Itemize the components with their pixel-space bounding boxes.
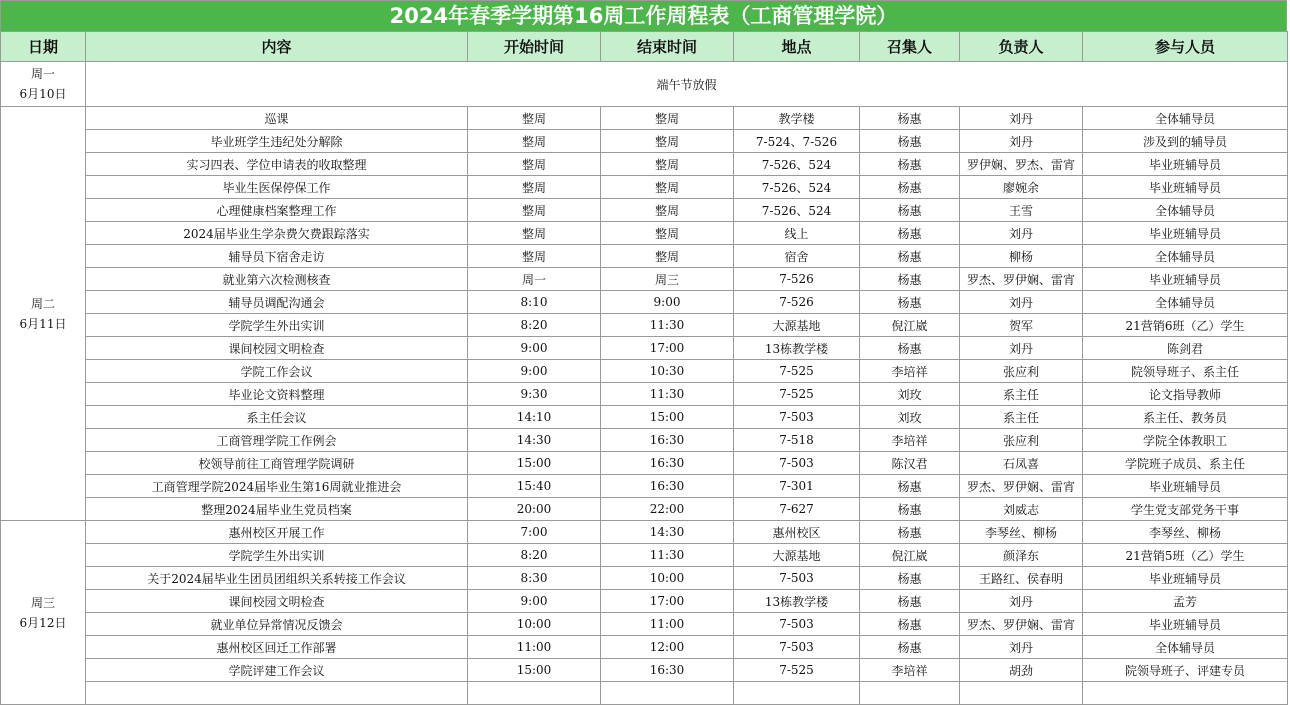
- participants-cell: 全体辅导员: [1083, 107, 1288, 130]
- start-time-cell: 15:00: [468, 659, 601, 682]
- person-in-charge-cell: 刘丹: [960, 590, 1083, 613]
- end-time-cell: 17:00: [601, 590, 734, 613]
- sheet-title: 2024年春季学期第16周工作周程表（工商管理学院）: [0, 0, 1287, 31]
- person-in-charge-cell: 石凤喜: [960, 452, 1083, 475]
- participants-cell: 21营销6班（乙）学生: [1083, 314, 1288, 337]
- convener-cell: 杨惠: [860, 245, 960, 268]
- holiday-row: [1, 62, 1288, 107]
- location-cell: 7-525: [734, 360, 860, 383]
- content-cell: 学院工作会议: [86, 360, 468, 383]
- participants-cell: 毕业班辅导员: [1083, 475, 1288, 498]
- weekday-label: 周三: [30, 595, 55, 610]
- location-cell: [734, 682, 860, 705]
- end-time-cell: 整周: [601, 222, 734, 245]
- participants-cell: 涉及到的辅导员: [1083, 130, 1288, 153]
- content-cell: 巡课: [86, 107, 468, 130]
- start-time-cell: 9:00: [468, 337, 601, 360]
- header-person-in-charge: 负责人: [960, 32, 1083, 62]
- convener-cell: 杨惠: [860, 222, 960, 245]
- start-time-cell: 整周: [468, 153, 601, 176]
- person-in-charge-cell: 刘威志: [960, 498, 1083, 521]
- date-cell: [1, 521, 86, 705]
- schedule-table: [0, 31, 1288, 705]
- end-time-cell: 整周: [601, 130, 734, 153]
- location-cell: 13栋教学楼: [734, 590, 860, 613]
- content-cell: 毕业论文资料整理: [86, 383, 468, 406]
- convener-cell: 李培祥: [860, 659, 960, 682]
- location-cell: 7-525: [734, 383, 860, 406]
- location-cell: 大源基地: [734, 314, 860, 337]
- table-row: [1, 406, 1288, 429]
- table-row: [1, 567, 1288, 590]
- date-cell: [1, 62, 86, 107]
- convener-cell: 杨惠: [860, 636, 960, 659]
- start-time-cell: 整周: [468, 176, 601, 199]
- table-row: [1, 613, 1288, 636]
- convener-cell: 刘玫: [860, 383, 960, 406]
- table-row: [1, 682, 1288, 705]
- person-in-charge-cell: 罗杰、罗伊娴、雷宵: [960, 475, 1083, 498]
- end-time-cell: 16:30: [601, 429, 734, 452]
- table-row: [1, 199, 1288, 222]
- convener-cell: 杨惠: [860, 107, 960, 130]
- table-row: [1, 153, 1288, 176]
- participants-cell: 全体辅导员: [1083, 291, 1288, 314]
- start-time-cell: 9:30: [468, 383, 601, 406]
- content-cell: 工商管理学院2024届毕业生第16周就业推进会: [86, 475, 468, 498]
- convener-cell: 杨惠: [860, 268, 960, 291]
- end-time-cell: 整周: [601, 176, 734, 199]
- end-time-cell: 9:00: [601, 291, 734, 314]
- person-in-charge-cell: 刘丹: [960, 337, 1083, 360]
- location-cell: 7-503: [734, 406, 860, 429]
- start-time-cell: 8:20: [468, 544, 601, 567]
- content-cell: 校领导前往工商管理学院调研: [86, 452, 468, 475]
- location-cell: 大源基地: [734, 544, 860, 567]
- participants-cell: 21营销5班（乙）学生: [1083, 544, 1288, 567]
- table-row: [1, 544, 1288, 567]
- content-cell: 毕业生医保停保工作: [86, 176, 468, 199]
- table-row: [1, 498, 1288, 521]
- person-in-charge-cell: 系主任: [960, 383, 1083, 406]
- start-time-cell: 9:00: [468, 590, 601, 613]
- participants-cell: 学院班子成员、系主任: [1083, 452, 1288, 475]
- person-in-charge-cell: [960, 682, 1083, 705]
- convener-cell: 杨惠: [860, 130, 960, 153]
- table-row: [1, 429, 1288, 452]
- table-row: [1, 314, 1288, 337]
- convener-cell: 杨惠: [860, 590, 960, 613]
- content-cell: 工商管理学院工作例会: [86, 429, 468, 452]
- participants-cell: 李琴丝、柳杨: [1083, 521, 1288, 544]
- weekday-label: 周一: [30, 67, 55, 81]
- location-cell: 7-627: [734, 498, 860, 521]
- start-time-cell: 整周: [468, 245, 601, 268]
- end-time-cell: [601, 682, 734, 705]
- person-in-charge-cell: 张应利: [960, 429, 1083, 452]
- convener-cell: 杨惠: [860, 337, 960, 360]
- end-time-cell: 11:30: [601, 544, 734, 567]
- content-cell: 毕业班学生违纪处分解除: [86, 130, 468, 153]
- end-time-cell: 16:30: [601, 659, 734, 682]
- participants-cell: 毕业班辅导员: [1083, 268, 1288, 291]
- end-time-cell: 12:00: [601, 636, 734, 659]
- convener-cell: 刘玫: [860, 406, 960, 429]
- start-time-cell: 8:30: [468, 567, 601, 590]
- content-cell: 惠州校区回迁工作部署: [86, 636, 468, 659]
- start-time-cell: 周一: [468, 268, 601, 291]
- person-in-charge-cell: 李琴丝、柳杨: [960, 521, 1083, 544]
- header-content: 内容: [86, 32, 468, 62]
- content-cell: 就业单位异常情况反馈会: [86, 613, 468, 636]
- participants-cell: 院领导班子、系主任: [1083, 360, 1288, 383]
- table-row: [1, 130, 1288, 153]
- person-in-charge-cell: 刘丹: [960, 107, 1083, 130]
- table-row: [1, 337, 1288, 360]
- person-in-charge-cell: 王雪: [960, 199, 1083, 222]
- participants-cell: 院领导班子、评建专员: [1083, 659, 1288, 682]
- end-time-cell: 16:30: [601, 452, 734, 475]
- start-time-cell: 9:00: [468, 360, 601, 383]
- location-cell: 7-525: [734, 659, 860, 682]
- participants-cell: 学生党支部党务干事: [1083, 498, 1288, 521]
- start-time-cell: 15:40: [468, 475, 601, 498]
- end-time-cell: 整周: [601, 153, 734, 176]
- person-in-charge-cell: 张应利: [960, 360, 1083, 383]
- content-cell: 课间校园文明检查: [86, 337, 468, 360]
- end-time-cell: 整周: [601, 245, 734, 268]
- person-in-charge-cell: 罗杰、罗伊娴、雷宵: [960, 268, 1083, 291]
- location-cell: 7-503: [734, 636, 860, 659]
- start-time-cell: [468, 682, 601, 705]
- participants-cell: 孟芳: [1083, 590, 1288, 613]
- location-cell: 7-503: [734, 613, 860, 636]
- convener-cell: 杨惠: [860, 291, 960, 314]
- header-date: 日期: [1, 32, 86, 62]
- table-row: [1, 268, 1288, 291]
- participants-cell: 毕业班辅导员: [1083, 153, 1288, 176]
- end-time-cell: 11:30: [601, 383, 734, 406]
- date-label: 6月10日: [19, 87, 67, 101]
- table-row: [1, 521, 1288, 544]
- end-time-cell: 17:00: [601, 337, 734, 360]
- participants-cell: 陈剑君: [1083, 337, 1288, 360]
- header-location: 地点: [734, 32, 860, 62]
- weekday-label: 周二: [30, 296, 55, 311]
- convener-cell: 杨惠: [860, 176, 960, 199]
- table-row: [1, 176, 1288, 199]
- table-row: [1, 222, 1288, 245]
- participants-cell: 毕业班辅导员: [1083, 222, 1288, 245]
- start-time-cell: 8:10: [468, 291, 601, 314]
- convener-cell: 陈汉君: [860, 452, 960, 475]
- convener-cell: 杨惠: [860, 613, 960, 636]
- convener-cell: 杨惠: [860, 567, 960, 590]
- location-cell: 7-518: [734, 429, 860, 452]
- participants-cell: 系主任、教务员: [1083, 406, 1288, 429]
- header-participants: 参与人员: [1083, 32, 1288, 62]
- table-row: [1, 107, 1288, 130]
- start-time-cell: 整周: [468, 199, 601, 222]
- table-row: [1, 291, 1288, 314]
- header-row: [1, 32, 1288, 62]
- table-row: [1, 590, 1288, 613]
- content-cell: 学院学生外出实训: [86, 314, 468, 337]
- location-cell: 13栋教学楼: [734, 337, 860, 360]
- person-in-charge-cell: 刘丹: [960, 636, 1083, 659]
- convener-cell: 杨惠: [860, 521, 960, 544]
- convener-cell: 李培祥: [860, 429, 960, 452]
- end-time-cell: 周三: [601, 268, 734, 291]
- end-time-cell: 22:00: [601, 498, 734, 521]
- date-cell: [1, 107, 86, 521]
- start-time-cell: 11:00: [468, 636, 601, 659]
- content-cell: 学院评建工作会议: [86, 659, 468, 682]
- location-cell: 线上: [734, 222, 860, 245]
- person-in-charge-cell: 刘丹: [960, 222, 1083, 245]
- content-cell: 整理2024届毕业生党员档案: [86, 498, 468, 521]
- participants-cell: 全体辅导员: [1083, 199, 1288, 222]
- content-cell: 辅导员下宿舍走访: [86, 245, 468, 268]
- person-in-charge-cell: 刘丹: [960, 291, 1083, 314]
- content-cell: 惠州校区开展工作: [86, 521, 468, 544]
- holiday-cell: 端午节放假: [86, 62, 1288, 107]
- end-time-cell: 10:00: [601, 567, 734, 590]
- participants-cell: 学院全体教职工: [1083, 429, 1288, 452]
- person-in-charge-cell: 王路红、侯春明: [960, 567, 1083, 590]
- content-cell: 学院学生外出实训: [86, 544, 468, 567]
- start-time-cell: 15:00: [468, 452, 601, 475]
- person-in-charge-cell: 贺军: [960, 314, 1083, 337]
- convener-cell: [860, 682, 960, 705]
- location-cell: 7-524、7-526: [734, 130, 860, 153]
- content-cell: [86, 682, 468, 705]
- start-time-cell: 14:30: [468, 429, 601, 452]
- end-time-cell: 16:30: [601, 475, 734, 498]
- location-cell: 宿舍: [734, 245, 860, 268]
- header-start-time: 开始时间: [468, 32, 601, 62]
- content-cell: 心理健康档案整理工作: [86, 199, 468, 222]
- table-row: [1, 245, 1288, 268]
- location-cell: 7-526、524: [734, 153, 860, 176]
- participants-cell: 毕业班辅导员: [1083, 567, 1288, 590]
- content-cell: 关于2024届毕业生团员团组织关系转接工作会议: [86, 567, 468, 590]
- location-cell: 7-526: [734, 268, 860, 291]
- convener-cell: 杨惠: [860, 153, 960, 176]
- convener-cell: 杨惠: [860, 475, 960, 498]
- table-row: [1, 475, 1288, 498]
- end-time-cell: 11:30: [601, 314, 734, 337]
- header-convener: 召集人: [860, 32, 960, 62]
- person-in-charge-cell: 颜泽东: [960, 544, 1083, 567]
- end-time-cell: 15:00: [601, 406, 734, 429]
- person-in-charge-cell: 胡劲: [960, 659, 1083, 682]
- start-time-cell: 整周: [468, 130, 601, 153]
- person-in-charge-cell: 刘丹: [960, 130, 1083, 153]
- start-time-cell: 整周: [468, 107, 601, 130]
- convener-cell: 倪江崴: [860, 314, 960, 337]
- start-time-cell: 8:20: [468, 314, 601, 337]
- start-time-cell: 14:10: [468, 406, 601, 429]
- location-cell: 7-526: [734, 291, 860, 314]
- content-cell: 辅导员调配沟通会: [86, 291, 468, 314]
- end-time-cell: 14:30: [601, 521, 734, 544]
- location-cell: 7-526、524: [734, 176, 860, 199]
- end-time-cell: 整周: [601, 107, 734, 130]
- start-time-cell: 7:00: [468, 521, 601, 544]
- start-time-cell: 10:00: [468, 613, 601, 636]
- end-time-cell: 11:00: [601, 613, 734, 636]
- content-cell: 课间校园文明检查: [86, 590, 468, 613]
- participants-cell: [1083, 682, 1288, 705]
- convener-cell: 杨惠: [860, 498, 960, 521]
- participants-cell: 全体辅导员: [1083, 636, 1288, 659]
- person-in-charge-cell: 柳杨: [960, 245, 1083, 268]
- person-in-charge-cell: 罗杰、罗伊娴、雷宵: [960, 613, 1083, 636]
- location-cell: 惠州校区: [734, 521, 860, 544]
- convener-cell: 倪江崴: [860, 544, 960, 567]
- table-row: [1, 360, 1288, 383]
- location-cell: 教学楼: [734, 107, 860, 130]
- table-row: [1, 452, 1288, 475]
- location-cell: 7-301: [734, 475, 860, 498]
- convener-cell: 杨惠: [860, 199, 960, 222]
- location-cell: 7-503: [734, 567, 860, 590]
- person-in-charge-cell: 罗伊娴、罗杰、雷宵: [960, 153, 1083, 176]
- person-in-charge-cell: 系主任: [960, 406, 1083, 429]
- location-cell: 7-526、524: [734, 199, 860, 222]
- table-row: [1, 636, 1288, 659]
- end-time-cell: 10:30: [601, 360, 734, 383]
- location-cell: 7-503: [734, 452, 860, 475]
- content-cell: 2024届毕业生学杂费欠费跟踪落实: [86, 222, 468, 245]
- participants-cell: 全体辅导员: [1083, 245, 1288, 268]
- start-time-cell: 20:00: [468, 498, 601, 521]
- person-in-charge-cell: 廖婉余: [960, 176, 1083, 199]
- date-label: 6月12日: [19, 615, 67, 630]
- content-cell: 就业第六次检测核查: [86, 268, 468, 291]
- content-cell: 实习四表、学位申请表的收取整理: [86, 153, 468, 176]
- header-end-time: 结束时间: [601, 32, 734, 62]
- table-row: [1, 383, 1288, 406]
- end-time-cell: 整周: [601, 199, 734, 222]
- participants-cell: 毕业班辅导员: [1083, 176, 1288, 199]
- participants-cell: 论文指导教师: [1083, 383, 1288, 406]
- date-label: 6月11日: [19, 316, 67, 331]
- content-cell: 系主任会议: [86, 406, 468, 429]
- participants-cell: 毕业班辅导员: [1083, 613, 1288, 636]
- start-time-cell: 整周: [468, 222, 601, 245]
- table-row: [1, 659, 1288, 682]
- convener-cell: 李培祥: [860, 360, 960, 383]
